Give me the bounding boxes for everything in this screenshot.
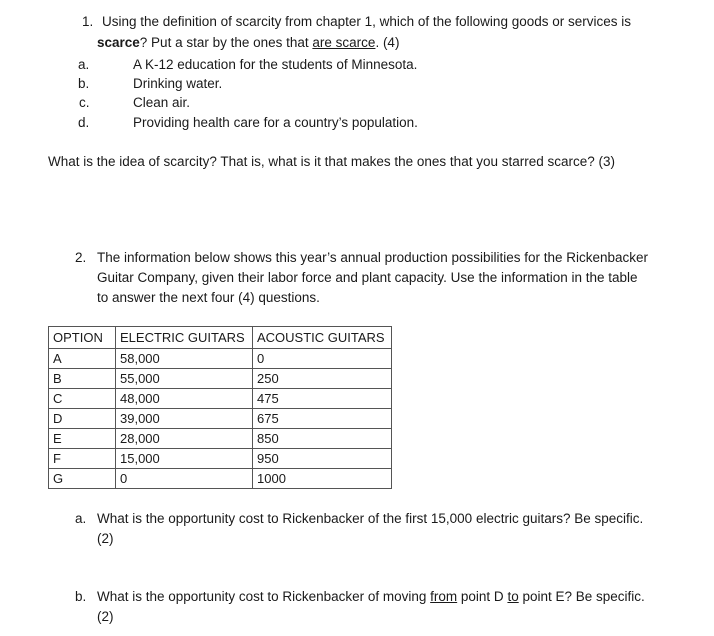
q1-option-text: Drinking water. [133, 76, 223, 91]
q2b-letter: b. [75, 589, 87, 604]
cell-acoustic: 1000 [253, 469, 392, 489]
table-row [49, 369, 392, 389]
production-possibilities-table [48, 326, 392, 489]
q2-number: 2. [75, 250, 87, 265]
q2-text-line: Guitar Company, given their labor force and plant capacity. Use the information in the table [97, 270, 638, 285]
cell-acoustic: 475 [253, 389, 392, 409]
q2b-pre: What is the opportunity cost to Rickenbacker of moving [97, 589, 431, 604]
cell-electric: 28,000 [116, 429, 253, 449]
scarce-bold: scarce [97, 35, 140, 50]
cell-acoustic: 850 [253, 429, 392, 449]
header-electric: ELECTRIC GUITARS [116, 327, 253, 349]
q1-option-text: Providing health care for a country’s population. [133, 115, 418, 130]
cell-option: F [49, 449, 116, 469]
cell-acoustic: 250 [253, 369, 392, 389]
q2b-text [97, 587, 645, 607]
q1-option-text: Clean air. [133, 95, 191, 110]
cell-option: D [49, 409, 116, 429]
cell-electric: 39,000 [116, 409, 253, 429]
q2-text-line: to answer the next four (4) questions. [97, 290, 320, 305]
cell-option: B [49, 369, 116, 389]
from-underline: from [430, 589, 458, 604]
q1-text-line1: Using the definition of scarcity from chapter 1, which of the following goods or services is [102, 14, 631, 29]
are-scarce-underline: are scarce [312, 35, 376, 50]
cell-electric: 15,000 [116, 449, 253, 469]
cell-electric: 55,000 [116, 369, 253, 389]
cell-electric: 58,000 [116, 349, 253, 369]
q2-text-line: The information below shows this year’s annual production possibilities for the Rickenbacker [97, 250, 649, 265]
header-acoustic: ACOUSTIC GUITARS [253, 327, 392, 349]
q1-option-letter: d. [78, 115, 90, 130]
table-row [49, 449, 392, 469]
cell-acoustic: 675 [253, 409, 392, 429]
cell-acoustic: 950 [253, 449, 392, 469]
q2a-letter: a. [75, 511, 87, 526]
cell-electric: 0 [116, 469, 253, 489]
q1-number: 1. [82, 14, 94, 29]
q1-line2-end: . (4) [375, 35, 400, 50]
q2b-mid: point D [457, 589, 508, 604]
cell-option: A [49, 349, 116, 369]
cell-option: E [49, 429, 116, 449]
table-row [49, 389, 392, 409]
q1-option-text: A K-12 education for the students of Minnesota. [133, 57, 418, 72]
table-row [49, 469, 392, 489]
q1-followup: What is the idea of scarcity? That is, what is it that makes the ones that you starred scarce? (3) [48, 154, 616, 169]
cell-option: C [49, 389, 116, 409]
cell-option: G [49, 469, 116, 489]
q2a-text: What is the opportunity cost to Rickenbacker of the first 15,000 electric guitars? Be specific. [97, 511, 644, 526]
q1-option-letter: a. [78, 57, 90, 72]
q1-text-line2 [97, 33, 399, 53]
table-row [49, 429, 392, 449]
q2a-points: (2) [97, 531, 114, 546]
header-option: OPTION [49, 327, 116, 349]
to-underline: to [507, 589, 519, 604]
table-row [49, 349, 392, 369]
cell-electric: 48,000 [116, 389, 253, 409]
table-header-row [49, 327, 392, 349]
q2b-points: (2) [97, 609, 114, 624]
q1-line2-mid: ? Put a star by the ones that [139, 35, 313, 50]
table-row [49, 409, 392, 429]
q2b-post: point E? Be specific. [518, 589, 645, 604]
q1-option-letter: b. [78, 76, 90, 91]
q1-option-letter: c. [79, 95, 90, 110]
cell-acoustic: 0 [253, 349, 392, 369]
